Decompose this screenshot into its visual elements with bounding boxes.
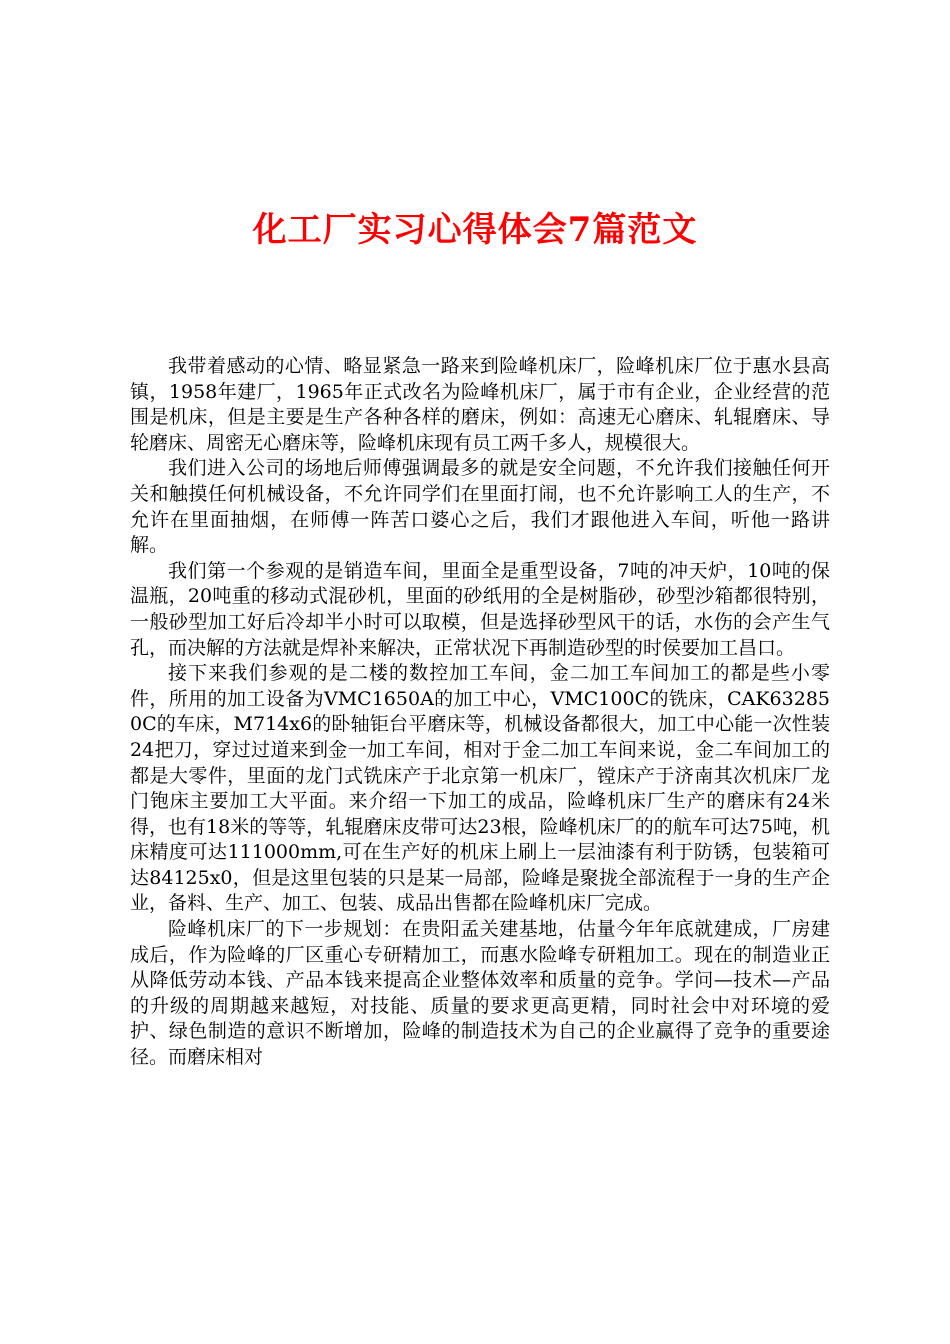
paragraph-5: 险峰机床厂的下一步规划：在贵阳孟关建基地，估量今年年底就建成，厂房建成后，作为险峰的厂区重心专研精加工，而惠水险峰专研粗加工。现在的制造业正从降低劳动本钱、产品本钱来提高企业整体效率和质量的竞争。学问—技术—产品的升级的周期越来越短，对技能、质量的要求更高更精，同时社会中对环境的爱护、绿色制造的意识不断增加，险峰的制造技术为自己的企业赢得了竞争的重要途径。而磨床相对 — [130, 918, 830, 1069]
paragraph-4: 接下来我们参观的是二楼的数控加工车间，金二加工车间加工的都是些小零件，所用的加工设备为VMC1650A的加工中心，VMC100C的铣床，CAK632850C的车床，M714x6的卧轴钜台平磨床等，机械设备都很大，加工中心能一次性装24把刀，穿过过道来到金一加工车间，相对于金二加工车间来说，金二车间加工的都是大零件，里面的龙门式铣床产于北京第一机床厂，镗床产于济南其次机床厂龙门铇床主要加工大平面。来介绍一下加工的成品，险峰机床厂生产的磨床有24米得，也有18米的等等，轧辊磨床皮带可达23根，险峰机床厂的的航车可达75吨，机床精度可达111000mm,可在生产好的机床上刷上一层油漆有利于防锈，包装箱可达84125x0，但是这里包装的只是某一局部，险峰是聚拢全部流程于一身的生产企业，备料、生产、加工、包装、成品出售都在险峰机床厂完成。 — [130, 662, 830, 915]
paragraph-1: 我带着感动的心情、略显紧急一路来到险峰机床厂，险峰机床厂位于惠水县高镇，1958年建厂，1965年正式改名为险峰机床厂，属于市有企业，企业经营的范围是机床，但是主要是生产各种各样的磨床，例如：高速无心磨床、轧辊磨床、导轮磨床、周密无心磨床等，险峰机床现有员工两千多人，规模很大。 — [130, 355, 830, 454]
document-body — [130, 354, 830, 1071]
paragraph-3: 我们第一个参观的是销造车间，里面全是重型设备，7吨的冲天炉，10吨的保温瓶，20吨重的移动式混砂机，里面的砂纸用的全是树脂砂，砂型沙箱都很特别，一般砂型加工好后冷却半小时可以取模，但是选择砂型风干的话，水伤的会产生气孔，而决解的方法就是焊补来解决，正常状况下再制造砂型的时侯要加工昌口。 — [130, 559, 830, 659]
paragraph-2: 我们进入公司的场地后师傅强调最多的就是安全问题，不允许我们接触任何开关和触摸任何机械设备，不允许同学们在里面打闹，也不允许影响工人的生产，不允许在里面抽烟，在师傅一阵苦口婆心之后，我们才跟他进入车间，听他一路讲解。 — [130, 457, 830, 557]
document-title: 化工厂实习心得体会7篇范文 — [252, 210, 698, 250]
